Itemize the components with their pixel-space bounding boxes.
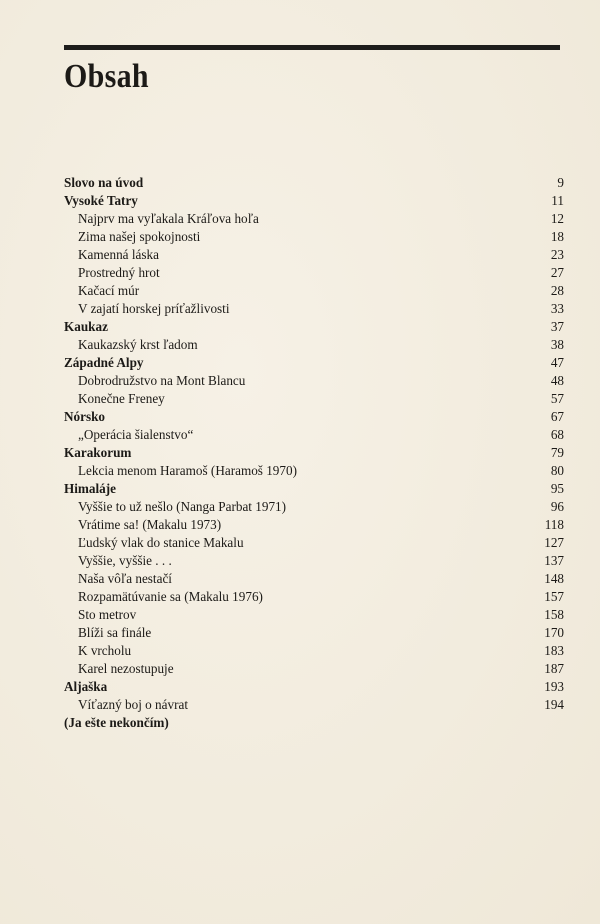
toc-entry-page: 118 (544, 517, 564, 532)
toc-entry-label: Kamenná láska (78, 247, 159, 262)
toc-entry-label: Kaukazský krst ľadom (78, 337, 198, 352)
toc-entry-page: 27 (550, 265, 564, 280)
toc-entry-label: Slovo na úvod (64, 175, 144, 190)
toc-entry (64, 678, 564, 696)
toc-entry (64, 696, 564, 714)
toc-entry-label: Karel nezostupuje (78, 661, 174, 676)
toc-entry (64, 408, 564, 426)
toc-entry (64, 372, 564, 390)
toc-entry-page: 47 (550, 355, 564, 370)
toc-entry-page: 157 (544, 589, 564, 604)
toc-entry-label: Lekcia menom Haramoš (Haramoš 1970) (78, 463, 297, 478)
toc-entry-page: 68 (550, 427, 564, 442)
toc-entry-page: 137 (544, 553, 564, 568)
toc-entry-page: 187 (544, 661, 564, 676)
toc-entry-label: Západné Alpy (64, 355, 144, 370)
page-title: Obsah (64, 58, 149, 95)
toc-entry-label: Rozpamätúvanie sa (Makalu 1976) (78, 589, 263, 604)
toc-entry (64, 480, 564, 498)
toc-entry (64, 354, 564, 372)
toc-entry (64, 426, 564, 444)
toc-entry-label: Vysoké Tatry (64, 193, 138, 208)
toc-entry (64, 552, 564, 570)
toc-entry-label: Sto metrov (78, 607, 137, 622)
toc-entry-page: 170 (544, 625, 564, 640)
toc-entry-page: 96 (550, 499, 564, 514)
toc-entry-label: Kaukaz (64, 319, 108, 334)
toc-entry-page: 194 (544, 697, 564, 712)
toc-entry-page: 67 (550, 409, 564, 424)
toc-entry (64, 192, 564, 210)
toc-entry (64, 390, 564, 408)
toc-entry (64, 498, 564, 516)
toc-entry (64, 606, 564, 624)
toc-entry (64, 570, 564, 588)
toc-entry-page: 11 (551, 193, 564, 208)
toc-entry-page: 9 (557, 175, 564, 190)
toc-entry-page: 18 (550, 229, 564, 244)
toc-entry-page: 37 (550, 319, 564, 334)
toc-entry-label: „Operácia šialenstvo“ (78, 427, 194, 442)
toc-entry-page: 12 (550, 211, 564, 226)
table-of-contents (64, 174, 564, 732)
toc-entry-page: 38 (550, 337, 564, 352)
toc-entry-page: 95 (550, 481, 564, 496)
toc-entry-label: Vrátime sa! (Makalu 1973) (78, 517, 222, 532)
toc-entry-page (524, 714, 564, 732)
toc-entry (64, 282, 564, 300)
toc-entry-page: 127 (544, 535, 564, 550)
toc-entry-page: 148 (544, 571, 564, 586)
toc-entry-label: Najprv ma vyľakala Kráľova hoľa (78, 211, 259, 226)
toc-entry (64, 714, 564, 732)
toc-entry (64, 534, 564, 552)
toc-entry-page: 48 (550, 373, 564, 388)
toc-entry (64, 336, 564, 354)
toc-entry-label: Prostredný hrot (78, 265, 160, 280)
toc-entry-label: Karakorum (64, 445, 132, 460)
toc-entry-label: Konečne Freney (78, 391, 165, 406)
toc-entry-label: Dobrodružstvo na Mont Blancu (78, 373, 246, 388)
toc-entry (64, 660, 564, 678)
toc-entry-label: Kačací múr (78, 283, 140, 298)
toc-entry-label: Vyššie, vyššie . . . (78, 553, 172, 568)
toc-entry (64, 444, 564, 462)
toc-entry-label: Naša vôľa nestačí (78, 571, 172, 586)
toc-entry (64, 318, 564, 336)
toc-entry-label: Víťazný boj o návrat (78, 697, 189, 712)
toc-entry (64, 588, 564, 606)
toc-entry-label: K vrcholu (78, 643, 132, 658)
toc-entry-page: 158 (544, 607, 564, 622)
toc-entry (64, 246, 564, 264)
toc-entry-page: 193 (544, 679, 564, 694)
toc-entry-label: Vyššie to už nešlo (Nanga Parbat 1971) (78, 499, 287, 514)
toc-entry-page: 57 (550, 391, 564, 406)
top-rule (64, 45, 560, 50)
toc-entry-label: Himaláje (64, 481, 117, 496)
toc-entry (64, 462, 564, 480)
toc-entry-label: Aljaška (64, 679, 108, 694)
toc-entry-page: 79 (550, 445, 564, 460)
toc-entry-label: (Ja ešte nekončím) (64, 715, 169, 730)
toc-entry-page: 23 (550, 247, 564, 262)
toc-entry (64, 210, 564, 228)
toc-entry-label: Blíži sa finále (78, 625, 152, 640)
toc-entry (64, 624, 564, 642)
toc-entry-page: 80 (550, 463, 564, 478)
toc-entry (64, 300, 564, 318)
toc-entry (64, 264, 564, 282)
toc-entry (64, 228, 564, 246)
toc-entry-page: 28 (550, 283, 564, 298)
toc-entry (64, 642, 564, 660)
toc-entry (64, 516, 564, 534)
toc-entry-label: Nórsko (64, 409, 106, 424)
toc-entry-label: Ľudský vlak do stanice Makalu (78, 535, 244, 550)
toc-entry-page: 33 (550, 301, 564, 316)
toc-entry (64, 174, 564, 192)
toc-entry-page: 183 (544, 643, 564, 658)
toc-entry-label: V zajatí horskej príťažlivosti (78, 301, 230, 316)
toc-entry-label: Zima našej spokojnosti (78, 229, 201, 244)
